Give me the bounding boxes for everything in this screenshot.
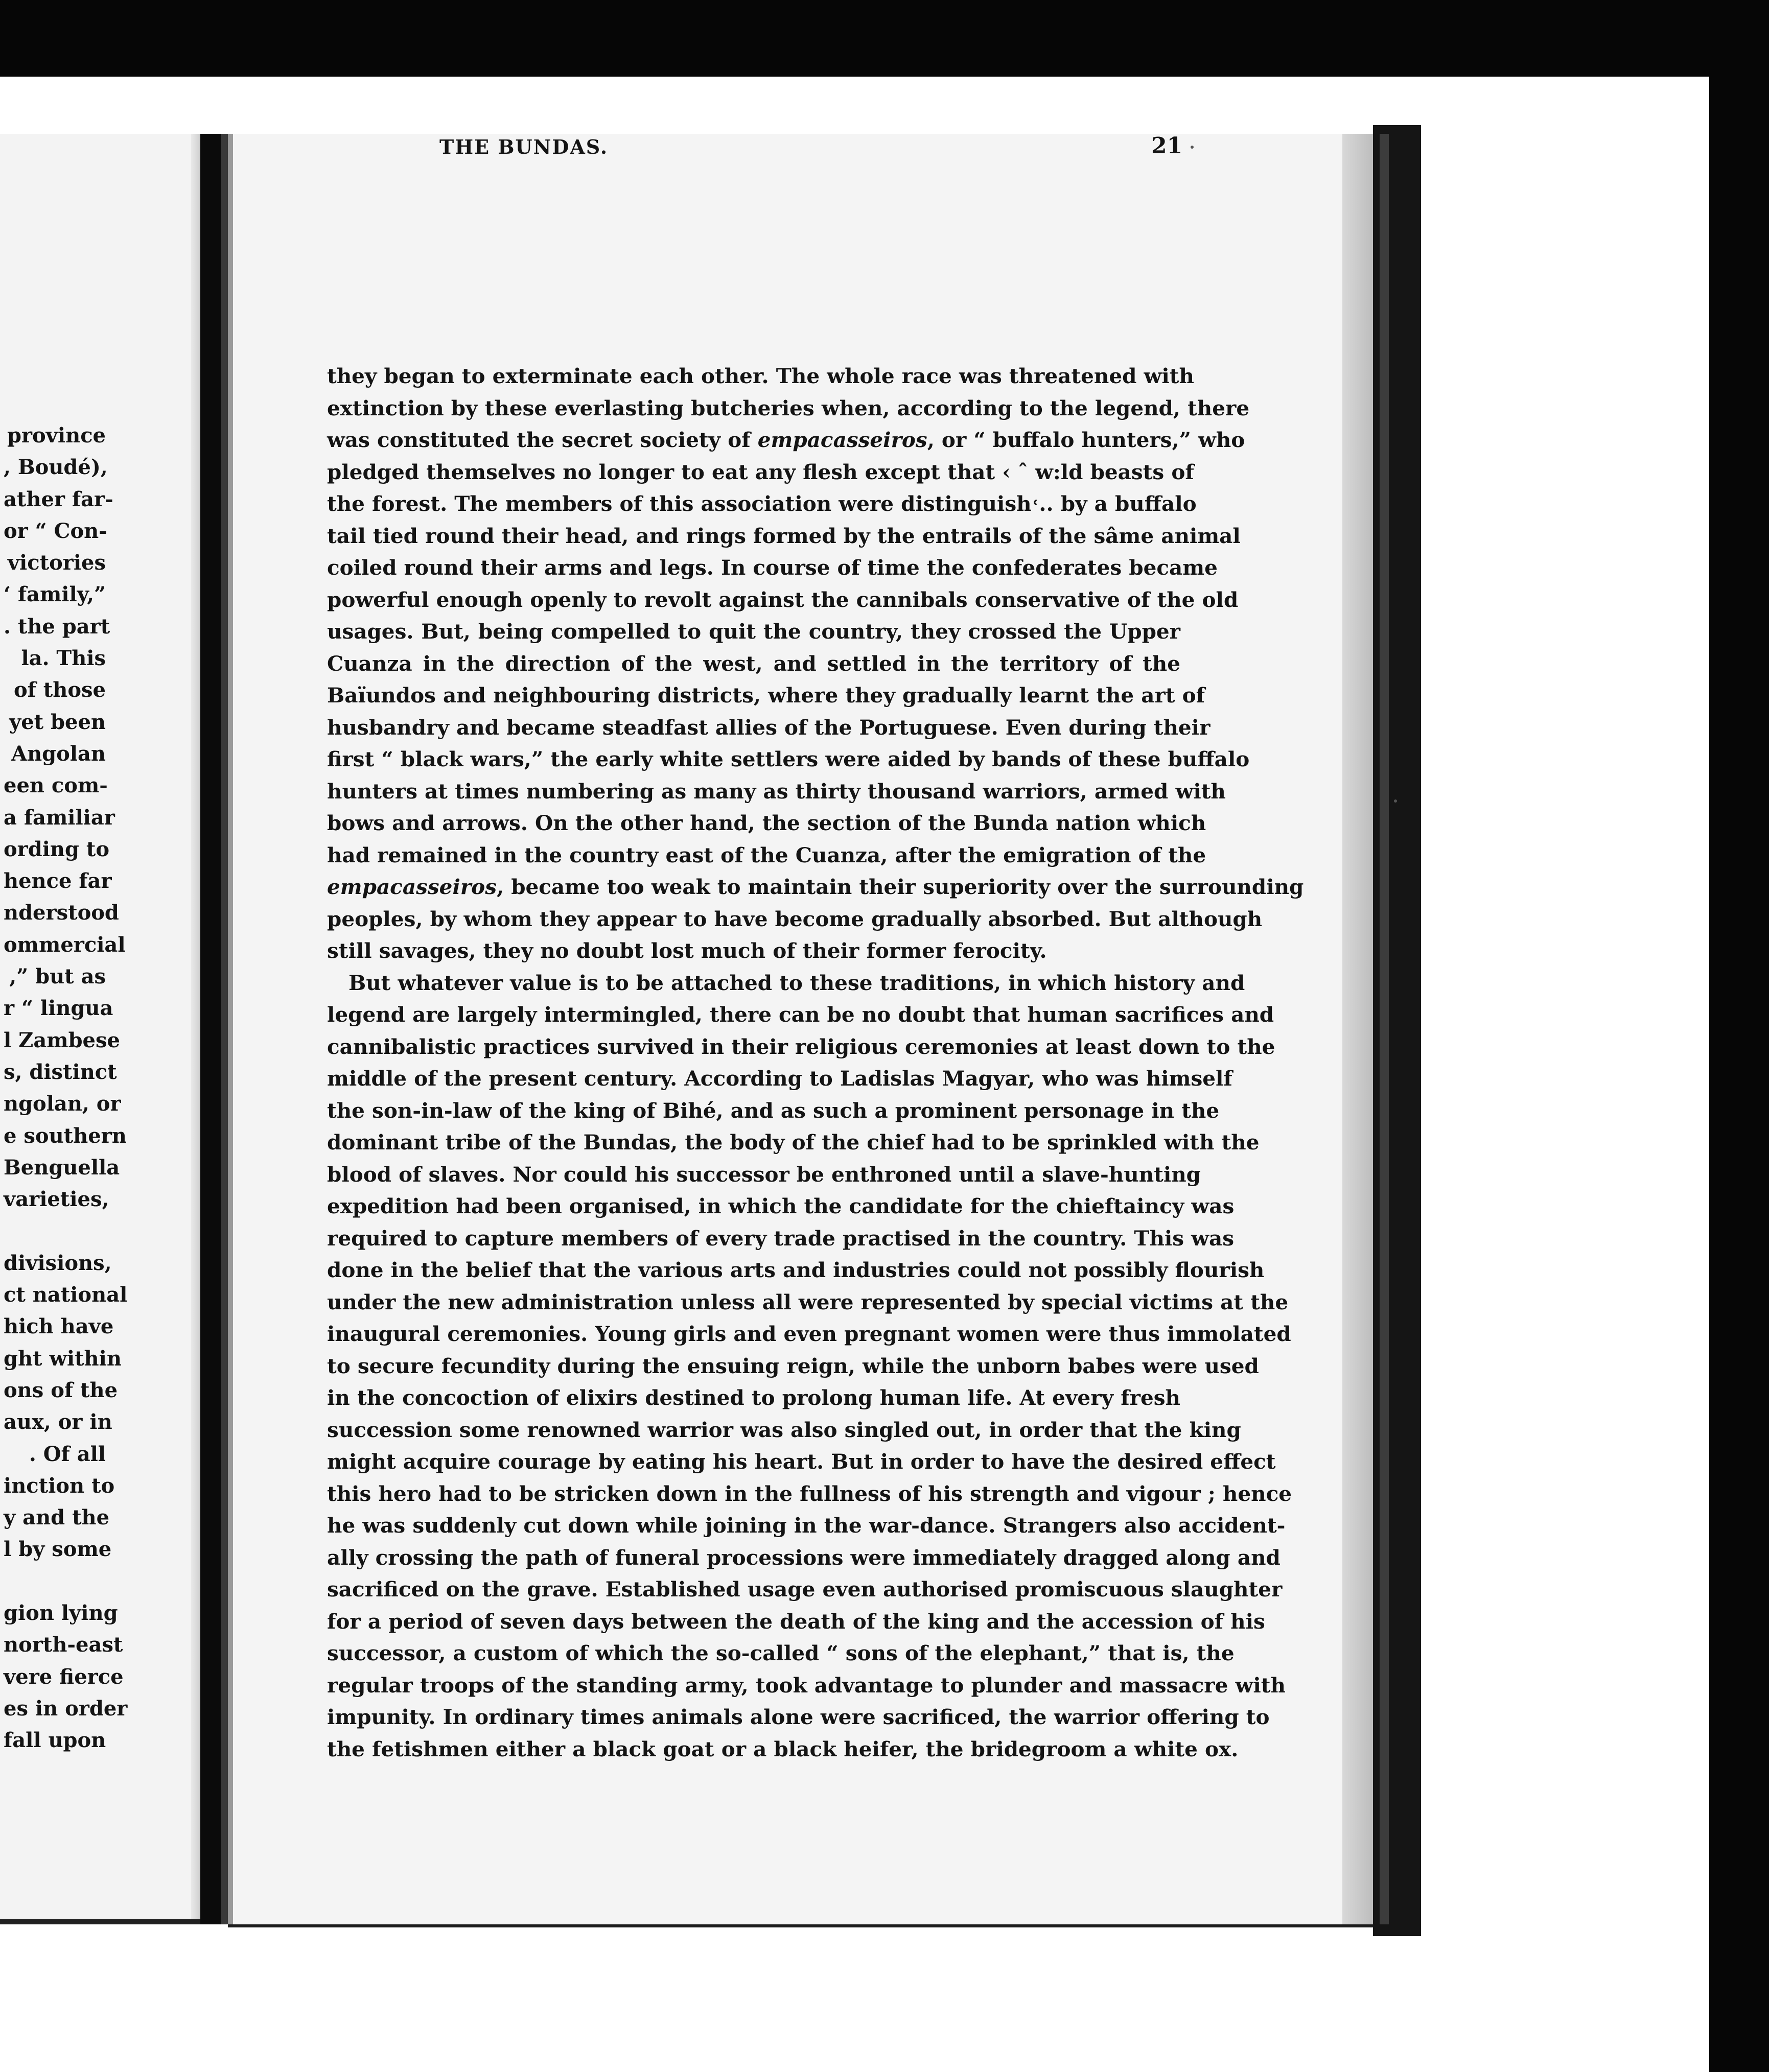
left-page-line: nderstood (4, 901, 119, 925)
left-page-line: a familiar (4, 805, 115, 830)
text-line: ally crossing the path of funeral processions were immediately dragged along and (327, 1545, 1281, 1570)
left-page-line: ons of the (4, 1378, 118, 1402)
text-line: usages. But, being compelled to quit the country, they crossed the Upper (327, 619, 1180, 644)
left-page-line: aux, or in (4, 1410, 112, 1434)
text-line: middle of the present century. According to Ladislas Magyar, who was himself (327, 1066, 1232, 1091)
italic-term: empacasseiros (757, 428, 927, 452)
text-line: sacrificed on the grave. Established usage even authorised promiscuous slaughter (327, 1577, 1283, 1602)
text-line: powerful enough openly to revolt against the cannibals conservative of the old (327, 587, 1239, 612)
left-page-line: r “ lingua (4, 996, 113, 1021)
text-line: hunters at times numbering as many as thirty thousand warriors, armed with (327, 779, 1226, 804)
text-line: tail tied round their head, and rings formed by the entrails of the sâme animal (327, 523, 1241, 548)
text-line: first “ black wars,” the early white settlers were aided by bands of these buffalo (327, 747, 1250, 771)
text-line: for a period of seven days between the death of the king and the accession of his (327, 1609, 1265, 1634)
left-page-line: victories (7, 551, 106, 575)
left-page-line: la. This (21, 646, 106, 671)
left-page-line: ,” but as (9, 964, 106, 989)
text-line: the son-in-law of the king of Bihé, and as such a prominent personage in the (327, 1098, 1220, 1123)
text-line: in the concoction of elixirs destined to prolong human life. At every fresh (327, 1385, 1180, 1410)
text-line: Baïundos and neighbouring districts, where they gradually learnt the art of (327, 683, 1205, 708)
left-page-line: divisions, (4, 1251, 112, 1275)
left-page-line: ather far- (4, 487, 113, 511)
left-page-line: es in order (4, 1696, 128, 1721)
book-spine (200, 134, 221, 1924)
text-line: legend are largely intermingled, there can be no doubt that human sacrifices and (327, 1002, 1274, 1027)
left-page-line: e southern (4, 1123, 127, 1148)
text-line: still savages, they no doubt lost much of their former ferocity. (327, 938, 1047, 963)
text-line: done in the belief that the various arts and industries could not possibly flourish (327, 1258, 1265, 1282)
left-page-line (4, 1566, 106, 1597)
left-page-line: of those (13, 678, 106, 702)
left-page-line: ording to (4, 837, 110, 861)
text-line: the fetishmen either a black goat or a black heifer, the bridegroom a white ox. (327, 1736, 1239, 1761)
text-line: successor, a custom of which the so-called “ sons of the elephant,” that is, the (327, 1641, 1235, 1665)
text-line: husbandry and became steadfast allies of the Portuguese. Even during their (327, 715, 1211, 740)
left-page-line: ommercial (4, 932, 126, 957)
text-line: inaugural ceremonies. Young girls and even pregnant women were thus immolated (327, 1322, 1291, 1346)
left-page-line: . the part (4, 614, 110, 639)
left-page-line: l by some (4, 1537, 112, 1562)
left-page-line: inction to (4, 1473, 115, 1498)
left-page-line: , Boudé), (4, 455, 108, 480)
page-number: 21 (1151, 133, 1183, 159)
left-page-line: y and the (4, 1505, 110, 1530)
italic-term: empacasseiros (327, 875, 497, 899)
left-page-line: or “ Con- (4, 519, 107, 543)
text-line: Cuanza in the direction of the west, and settled in the territory of the (327, 651, 1180, 676)
left-page-line: fall upon (4, 1728, 106, 1753)
text-line: they began to exterminate each other. The whole race was threatened with (327, 364, 1194, 388)
text-line: to secure fecundity during the ensuing reign, while the unborn babes were used (327, 1353, 1259, 1378)
left-page-line: yet been (9, 710, 106, 734)
left-page-line: ght within (4, 1346, 122, 1371)
text-line: this hero had to be stricken down in the fullness of his strength and vigour ; hence (327, 1481, 1292, 1506)
text-line: coiled round their arms and legs. In course of time the confederates became (327, 555, 1218, 580)
text-line: required to capture members of every trade practised in the country. This was (327, 1226, 1235, 1251)
left-page-line: Benguella (4, 1155, 120, 1180)
text-line: peoples, by whom they appear to have become gradually absorbed. But although (327, 906, 1263, 931)
book-spine-edge (221, 134, 228, 1924)
left-page-line: s, distinct (4, 1059, 117, 1084)
text-line: dominant tribe of the Bundas, the body of the chief had to be sprinkled with the (327, 1130, 1260, 1155)
left-page-line: hich have (4, 1314, 114, 1339)
text-line: empacasseiros, became too weak to maintain their superiority over the surrounding (327, 875, 1304, 899)
left-page-line: . Of all (29, 1442, 106, 1466)
text-line: blood of slaves. Nor could his successor be enthroned until a slave-hunting (327, 1162, 1201, 1187)
running-head-title: THE BUNDAS. (439, 135, 609, 158)
scan-border-top (0, 0, 1769, 77)
scan-border-right (1709, 0, 1769, 2072)
left-page-gutter (191, 134, 200, 1919)
scan-speck (1191, 146, 1194, 149)
text-line: regular troops of the standing army, took advantage to plunder and massacre with (327, 1673, 1286, 1698)
page-stack-highlight (1380, 134, 1389, 1924)
text-line: cannibalistic practices survived in their religious ceremonies at least down to the (327, 1034, 1275, 1059)
text-line: under the new administration unless all were represented by special victims at the (327, 1289, 1289, 1314)
left-page (0, 134, 200, 1924)
left-page-line: vere fierce (4, 1664, 124, 1689)
left-page-line: Angolan (11, 741, 106, 766)
scan-speck (1394, 799, 1397, 803)
text-line: expedition had been organised, in which the candidate for the chieftaincy was (327, 1194, 1235, 1218)
text-line: might acquire courage by eating his heart. But in order to have the desired effect (327, 1449, 1276, 1474)
left-page-line: l Zambese (4, 1028, 120, 1052)
text-line: pledged themselves no longer to eat any flesh except that ‹ ˆ w:ld beasts of (327, 459, 1194, 484)
text-line: was constituted the secret society of empacasseiros, or “ buffalo hunters,” who (327, 428, 1245, 452)
text-line: But whatever value is to be attached to these traditions, in which history and (348, 970, 1245, 995)
left-page-line: varieties, (4, 1187, 109, 1212)
left-page-text (4, 420, 128, 1756)
right-page-outer-shade (1342, 134, 1373, 1924)
text-line: impunity. In ordinary times animals alone were sacrificed, the warrior offering to (327, 1705, 1270, 1729)
left-page-line: north-east (4, 1633, 123, 1657)
text-line: succession some renowned warrior was also singled out, in order that the king (327, 1417, 1241, 1442)
body-text (327, 360, 1304, 1765)
text-line: extinction by these everlasting butcheries when, according to the legend, there (327, 395, 1250, 420)
text-line: had remained in the country east of the Cuanza, after the emigration of the (327, 842, 1206, 867)
left-page-line: province (7, 423, 106, 448)
text-line: the forest. The members of this association were distinguish˓.․ by a buffalo (327, 491, 1197, 516)
left-page-line: een com- (4, 773, 108, 798)
left-page-line: ct national (4, 1283, 128, 1307)
text-line: he was suddenly cut down while joining in the war-dance. Strangers also accident- (327, 1513, 1286, 1538)
right-page-inner-edge (228, 134, 233, 1924)
text-line: bows and arrows. On the other hand, the section of the Bunda nation which (327, 811, 1206, 835)
left-page-line: gion lying (4, 1600, 118, 1625)
left-page-line: ‘ family,” (4, 582, 106, 607)
left-page-line: hence far (4, 869, 112, 893)
left-page-line: ngolan, or (4, 1092, 121, 1116)
left-page-line (4, 1215, 106, 1247)
